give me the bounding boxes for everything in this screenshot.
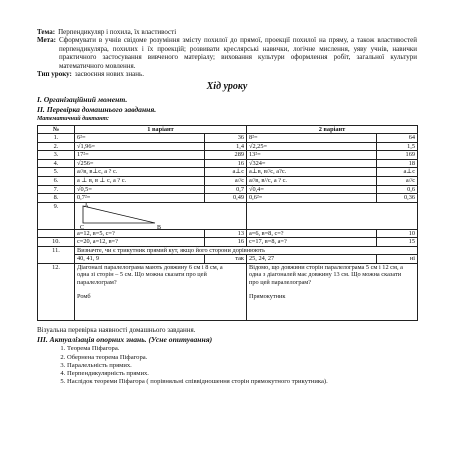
- lesson-type-line: [37, 70, 417, 78]
- v1-question: 40, 41, 9: [75, 255, 205, 264]
- row-number: 3.: [38, 151, 75, 160]
- knowledge-list: [37, 345, 417, 386]
- table-row: [38, 142, 418, 151]
- row-number-empty: [38, 229, 75, 238]
- row-number: 7.: [38, 185, 75, 194]
- v1-question: √1,96=: [75, 142, 205, 151]
- v2-question: a⊥в, в//c, a?c.: [247, 168, 377, 177]
- header-variant-1: 1 варіант: [75, 125, 247, 134]
- v1-answer: 1,4: [205, 142, 247, 151]
- row-number: 9.: [38, 202, 75, 229]
- v1-answer: a//c: [205, 177, 247, 186]
- v1-question: 6²=: [75, 134, 205, 143]
- v1-answer: 13: [205, 229, 247, 238]
- v1-question: c=20, a=12, в=?: [75, 238, 205, 247]
- list-item: 1. Теорема Піфагора.: [67, 345, 417, 353]
- section-1-heading: I. Організаційний момент.: [37, 95, 128, 105]
- v2-answer: 0,6: [377, 185, 418, 194]
- list-item: 5. Наслідок теореми Піфагора ( порівняльні співвідношення сторін прямокутного трикутника).: [67, 378, 417, 386]
- triangle-cell: [75, 202, 247, 229]
- v1-question: √0,5=: [75, 185, 205, 194]
- v2-answer: a//c: [377, 177, 418, 186]
- topic-text: Перпендикуляр і похила, їх властивості: [58, 28, 177, 36]
- v1-answer: 289: [205, 151, 247, 160]
- v2-problem-text: Відомо, що довжини сторін паралелограма 5 см і 12 см, а одна з діагоналей має довжину 13 см. Що можна сказати про цей паралелограм?: [249, 263, 403, 286]
- table-row: [38, 151, 418, 160]
- v2-question: 0,6²=: [247, 194, 377, 203]
- v2-answer: 64: [377, 134, 418, 143]
- v2-question: √0,4=: [247, 185, 377, 194]
- visual-check-note: Візуальна перевірка наявності домашнього завдання.: [37, 325, 196, 334]
- v2-question: a=6, в=8, c=?: [247, 229, 377, 238]
- v2-question: 8²=: [247, 134, 377, 143]
- table-row: [38, 202, 418, 229]
- table-row: [38, 229, 418, 238]
- goal-label: Мета:: [37, 36, 56, 45]
- row-number: 1.: [38, 134, 75, 143]
- v1-question: a//в, в⊥c, a ? c.: [75, 168, 205, 177]
- section-2-heading: II. Перевірка домашнього завдання.: [37, 105, 157, 115]
- v2-answer: 169: [377, 151, 418, 160]
- dictation-table: [37, 125, 418, 321]
- row-number: 8.: [38, 194, 75, 203]
- list-item: 4. Перпендикулярність прямих.: [67, 370, 417, 378]
- v2-answer: a⊥c: [377, 168, 418, 177]
- row-number: 11.: [38, 246, 75, 263]
- vertex-label-b: B: [157, 224, 162, 229]
- v2-answer: ні: [377, 255, 418, 264]
- v2-answer: 0,36: [377, 194, 418, 203]
- table-row: [38, 238, 418, 247]
- topic-label: Тема:: [37, 28, 56, 36]
- triangle-cell-empty: [247, 202, 418, 229]
- v2-question: a//в, в//c, a ? c.: [247, 177, 377, 186]
- v2-question: c=17, в=8, a=?: [247, 238, 377, 247]
- v1-question: 17²=: [75, 151, 205, 160]
- table-row: [38, 185, 418, 194]
- lesson-type-text: засвоєння нових знань.: [74, 69, 144, 78]
- v1-answer: 0,49: [205, 194, 247, 203]
- v1-answer: 16: [205, 159, 247, 168]
- v2-answer: 15: [377, 238, 418, 247]
- v2-problem-cell: [247, 263, 418, 320]
- row-number: 12.: [38, 263, 75, 320]
- table-row: [38, 177, 418, 186]
- goal-block: [37, 36, 417, 70]
- v1-answer: 0,7: [205, 185, 247, 194]
- table-header-row: [38, 125, 418, 134]
- row-number: 6.: [38, 177, 75, 186]
- row-number: 5.: [38, 168, 75, 177]
- v1-answer: 36: [205, 134, 247, 143]
- dictation-heading: Математичний диктант:: [37, 115, 110, 122]
- v2-answer: 1,5: [377, 142, 418, 151]
- row-number: 4.: [38, 159, 75, 168]
- v1-answer: так: [205, 255, 247, 264]
- v1-answer: 16: [205, 238, 247, 247]
- v1-question: 0,7²=: [75, 194, 205, 203]
- table-row: [38, 168, 418, 177]
- v1-question: a=12, в=5, c=?: [75, 229, 205, 238]
- lesson-type-label: Тип уроку:: [37, 69, 72, 78]
- right-triangle-diagram: [77, 203, 167, 229]
- triangle-shape: [83, 206, 155, 223]
- v1-question: a ⊥ в, в ⊥ c, a ? c.: [75, 177, 205, 186]
- vertex-label-a: A: [84, 202, 89, 209]
- v2-question: 25, 24, 27: [247, 255, 377, 264]
- list-item: 2. Обернена теорема Піфагора.: [67, 354, 417, 362]
- v2-question: √2,25=: [247, 142, 377, 151]
- vertex-label-c: C: [80, 224, 85, 229]
- v2-question: 13²=: [247, 151, 377, 160]
- table-row: [38, 263, 418, 320]
- v1-question: √256=: [75, 159, 205, 168]
- list-item: 3. Паралельність прямих.: [67, 362, 417, 370]
- header-number: №: [38, 125, 75, 134]
- row-number: 10.: [38, 238, 75, 247]
- v1-problem-answer: Ромб: [77, 292, 91, 300]
- table-row: [38, 255, 418, 264]
- v2-question: √324=: [247, 159, 377, 168]
- table-row: [38, 246, 418, 255]
- header-variant-2: 2 варіант: [247, 125, 418, 134]
- goal-text: Сформувати в учнів свідоме розуміння змісту похилої до прямої, проекції похилої на пряму, а також властивостей перпендикуляра, похилих і їх проекцій; розвивати креслярські навички, логічне мислення, уяву учнів, навички практичного застосування вивченого матеріалу; виховання культури оформлення робіт, загальної культури математичного мовлення.: [58, 36, 417, 70]
- section-3-heading: III. Актуалізація опорних знань. (Усне опитування): [37, 335, 213, 345]
- table-row: [38, 134, 418, 143]
- table-row: [38, 194, 418, 203]
- table-row: [38, 159, 418, 168]
- v2-answer: 18: [377, 159, 418, 168]
- document-page: [37, 28, 417, 387]
- row11-question: Визначте, чи є трикутник прямий кут, якщо його сторони дорівнюють: [75, 246, 418, 255]
- v1-answer: a⊥c: [205, 168, 247, 177]
- v2-answer: 10: [377, 229, 418, 238]
- topic-line: [37, 28, 417, 36]
- v2-problem-answer: Прямокутник: [249, 292, 286, 300]
- v1-problem-text: Діагоналі паралелограма мають довжину 6 см і 8 см, а одна зі сторін – 5 см. Що можна сказати про цей паралелограм?: [77, 263, 223, 286]
- lesson-title: Хід уроку: [206, 81, 248, 93]
- v1-problem-cell: [75, 263, 247, 320]
- row-number: 2.: [38, 142, 75, 151]
